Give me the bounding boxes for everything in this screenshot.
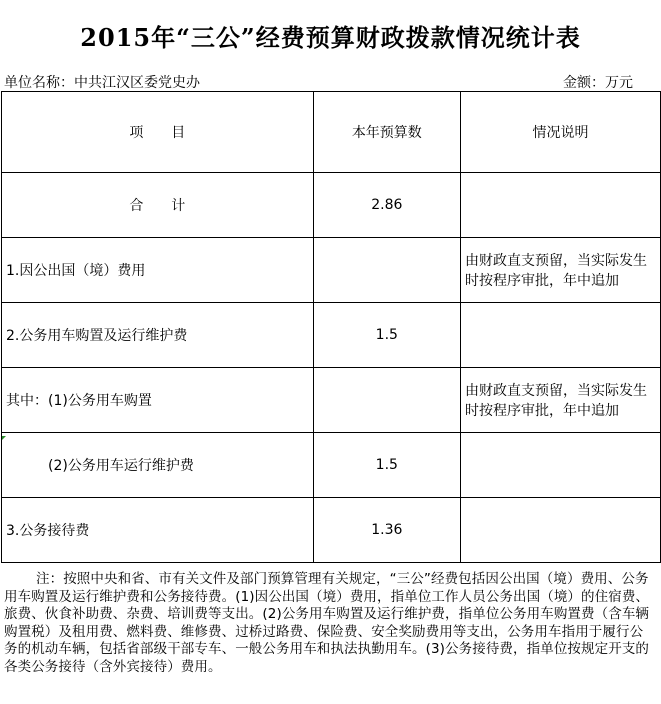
unit-name-label: 单位名称：中共江汉区委党史办 bbox=[4, 75, 200, 91]
page-title: 2015年“三公”经费预算财政拨款情况统计表 bbox=[80, 23, 581, 52]
row-amount: 1.5 bbox=[313, 303, 460, 368]
row-amount: 2.86 bbox=[313, 173, 460, 238]
row-note: 由财政直支预留，当实际发生时按程序审批，年中追加 bbox=[461, 368, 661, 433]
header-budget: 本年预算数 bbox=[313, 92, 460, 173]
row-amount bbox=[313, 368, 460, 433]
table-row bbox=[2, 238, 661, 303]
table-row bbox=[2, 433, 661, 498]
row-item: 1.因公出国（境）费用 bbox=[2, 238, 314, 303]
row-item: 其中：(1)公务用车购置 bbox=[2, 368, 314, 433]
table-row bbox=[2, 173, 661, 238]
row-amount: 1.5 bbox=[313, 433, 460, 498]
header-item: 项 目 bbox=[2, 92, 314, 173]
row-note: 由财政直支预留，当实际发生时按程序审批，年中追加 bbox=[461, 238, 661, 303]
table-row bbox=[2, 368, 661, 433]
cell-comment-marker bbox=[2, 436, 6, 440]
row-note bbox=[461, 498, 661, 563]
row-item: 2.公务用车购置及运行维护费 bbox=[2, 303, 314, 368]
footnote: 注：按照中央和省、市有关文件及部门预算管理有关规定，“三公”经费包括因公出国（境）费用、公务用车购置及运行维护费和公务接待费。(1)因公出国（境）费用，指单位工作人员公务出国（境）的住宿费、旅费、伙食补助费、杂费、培训费等支出。(2)公务用车购置及运行维护费，指单位公务用车购置费（含车辆购置税）及租用费、燃料费、维修费、过桥过路费、保险费、安全奖励费用等支出，公务用车指用于履行公务的机动车辆，包括省部级干部专车、一般公务用车和执法执勤用车。(3)公务接待费，指单位按规定开支的各类公务接待（含外宾接待）费用。 bbox=[4, 571, 650, 675]
row-amount: 1.36 bbox=[313, 498, 460, 563]
row-item: 3.公务接待费 bbox=[2, 498, 314, 563]
table-row bbox=[2, 498, 661, 563]
table-row bbox=[2, 303, 661, 368]
row-item: 合 计 bbox=[2, 173, 314, 238]
amount-unit-label: 金额：万元 bbox=[563, 75, 633, 91]
row-note bbox=[461, 433, 661, 498]
header-note: 情况说明 bbox=[461, 92, 661, 173]
row-note bbox=[461, 303, 661, 368]
row-item: (2)公务用车运行维护费 bbox=[2, 433, 314, 498]
table-header-row bbox=[2, 92, 661, 173]
row-note bbox=[461, 173, 661, 238]
budget-table bbox=[1, 91, 661, 563]
row-amount bbox=[313, 238, 460, 303]
